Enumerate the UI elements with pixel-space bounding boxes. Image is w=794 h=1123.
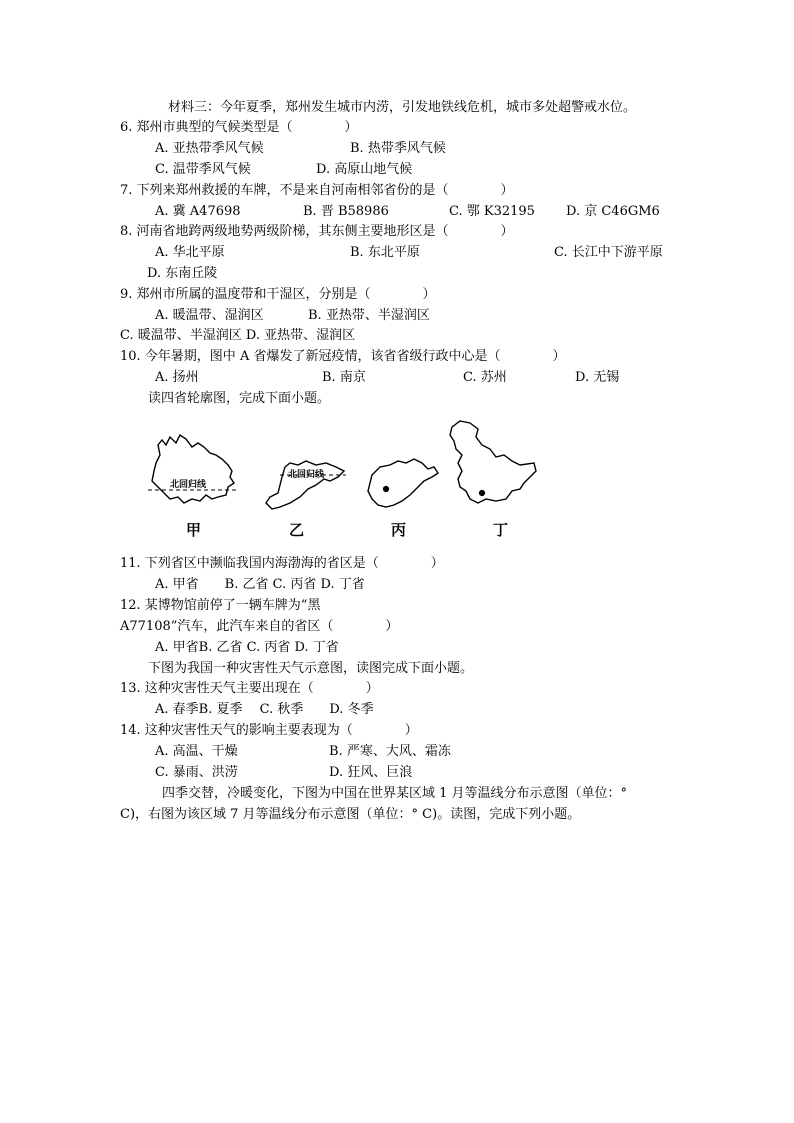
q9-options-cd: C. 暖温带、半湿润区 D. 亚热带、湿润区	[120, 328, 356, 343]
material-3: 材料三：今年夏季，郑州发生城市内涝，引发地铁线危机，城市多处超警戒水位。	[168, 100, 637, 115]
question-12-line2: A77108”汽车，此汽车来自的省区（ ）	[120, 619, 399, 634]
q11-options: A. 甲省 B. 乙省 C. 丙省 D. 丁省	[155, 577, 365, 592]
q7-option-b: B. 晋 B58986	[303, 204, 389, 219]
map-caption-jia: 甲	[186, 521, 202, 539]
q13-options: A. 春季B. 夏季 C. 秋季 D. 冬季	[155, 702, 374, 717]
map-yi	[266, 461, 346, 509]
q8-option-c: C. 长江中下游平原	[554, 245, 663, 260]
question-6: 6. 郑州市典型的气候类型是（ ）	[120, 120, 358, 135]
q7-option-d: D. 京 C46GM6	[566, 204, 660, 219]
question-13: 13. 这种灾害性天气主要出现在（ ）	[120, 681, 379, 696]
q10-option-d: D. 无锡	[575, 370, 620, 385]
map-yi-tropic-label: 北回归线	[288, 470, 325, 480]
q14-option-b: B. 严寒、大风、霜冻	[329, 744, 451, 759]
question-10: 10. 今年暑期，图中 A 省爆发了新冠疫情，该省省级行政中心是（ ）	[120, 349, 566, 364]
map-bing	[368, 459, 438, 507]
q9-option-b: B. 亚热带、半湿润区	[308, 308, 430, 323]
map-caption-ding: 丁	[493, 521, 509, 539]
q14-option-c: C. 暴雨、洪涝	[155, 765, 238, 780]
passage-line-2: C)，右图为该区域 7 月等温线分布示意图（单位：° C)。读图，完成下列小题。	[120, 807, 581, 822]
read-instruction-1: 读四省轮廓图，完成下面小题。	[148, 391, 331, 406]
question-7: 7. 下列来郑州救援的车牌，不是来自河南相邻省份的是（ ）	[120, 183, 514, 198]
q8-option-a: A. 华北平原	[155, 245, 225, 260]
q12-options: A. 甲省B. 乙省 C. 丙省 D. 丁省	[155, 640, 339, 655]
q6-option-d: D. 高原山地气候	[316, 162, 413, 177]
q7-option-c: C. 鄂 K32195	[449, 204, 535, 219]
passage-line-1: 四季交替，冷暖变化，下图为中国在世界某区域 1 月等温线分布示意图（单位：°	[162, 786, 628, 801]
q10-option-a: A. 扬州	[155, 370, 199, 385]
map-ding	[450, 421, 536, 503]
q10-option-b: B. 南京	[322, 370, 366, 385]
province-outline-maps	[140, 415, 550, 520]
read-instruction-2: 下图为我国一种灾害性天气示意图，读图完成下面小题。	[148, 661, 474, 676]
q9-option-a: A. 暖温带、湿润区	[155, 308, 264, 323]
map-jia	[148, 435, 238, 503]
map-caption-bing: 丙	[391, 521, 407, 539]
q8-option-d: D. 东南丘陵	[147, 266, 218, 281]
question-12-line1: 12. 某博物馆前停了一辆车牌为“黑	[120, 598, 321, 613]
q6-option-a: A. 亚热带季风气候	[155, 141, 264, 156]
q14-option-d: D. 狂风、巨浪	[329, 765, 413, 780]
question-8: 8. 河南省地跨两级地势两级阶梯，其东侧主要地形区是（ ）	[120, 224, 514, 239]
q8-option-b: B. 东北平原	[350, 245, 420, 260]
q14-option-a: A. 高温、干燥	[155, 744, 238, 759]
question-14: 14. 这种灾害性天气的影响主要表现为（ ）	[120, 723, 418, 738]
q7-option-a: A. 冀 A47698	[155, 204, 241, 219]
map-jia-tropic-label: 北回归线	[170, 480, 207, 490]
q6-option-b: B. 热带季风气候	[350, 141, 446, 156]
q10-option-c: C. 苏州	[463, 370, 507, 385]
map-caption-yi: 乙	[289, 521, 305, 539]
question-11: 11. 下列省区中濒临我国内海渤海的省区是（ ）	[120, 556, 444, 571]
question-9: 9. 郑州市所属的温度带和干湿区，分别是（ ）	[120, 287, 436, 302]
q6-option-c: C. 温带季风气候	[155, 162, 251, 177]
